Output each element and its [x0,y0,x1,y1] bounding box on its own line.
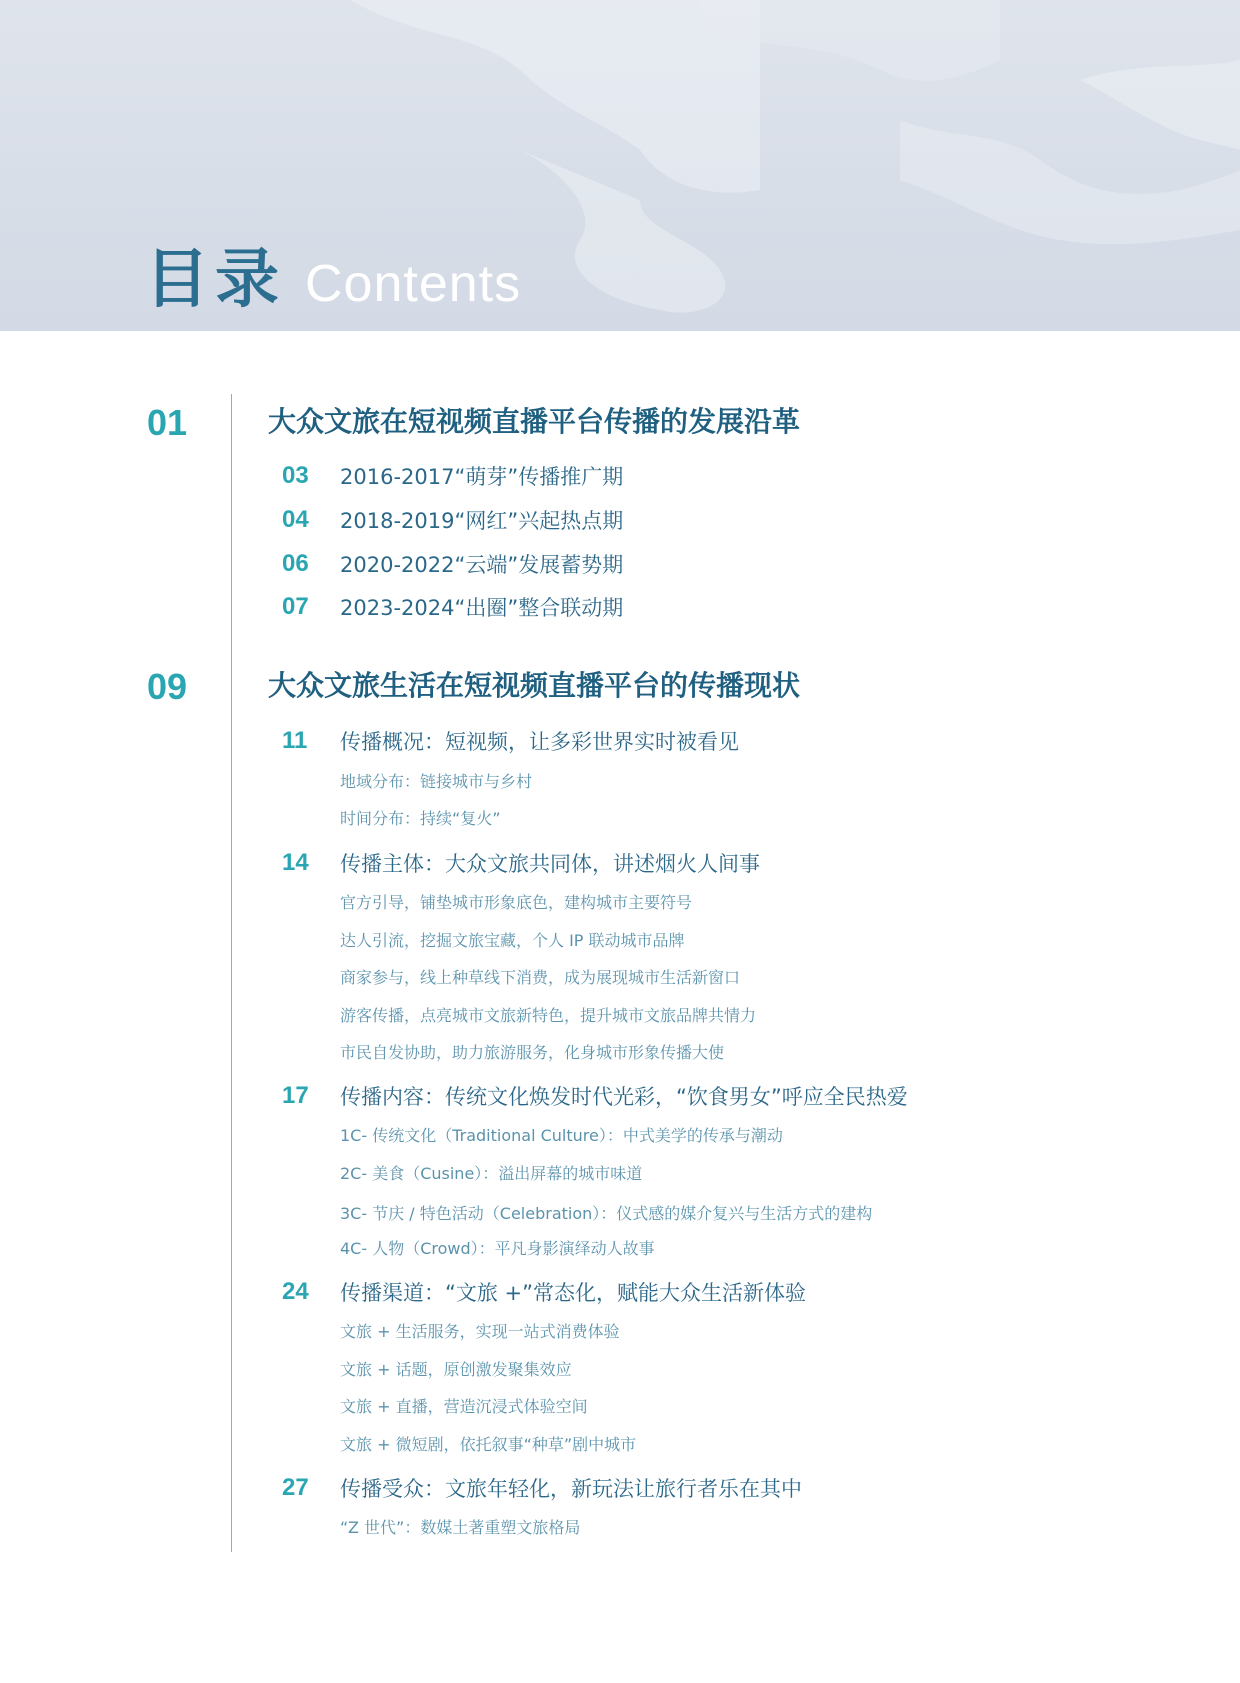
entry-page-number: 24 [282,1278,309,1305]
toc-entry[interactable]: 传播内容：传统文化焕发时代光彩，“饮食男女”呼应全民热爱 [340,1085,908,1109]
entry-page-number: 27 [282,1474,309,1501]
page-title [145,228,521,320]
toc-subentry[interactable]: 文旅 + 话题，原创激发聚集效应 [340,1360,572,1379]
toc-subentry[interactable]: 商家参与，线上种草线下消费，成为展现城市生活新窗口 [340,968,741,987]
vertical-divider [231,394,232,1552]
entry-page-number: 17 [282,1082,309,1109]
toc-subentry[interactable]: 时间分布：持续“复火” [340,809,501,828]
toc-subentry[interactable]: 市民自发协助，助力旅游服务，化身城市形象传播大使 [340,1043,725,1062]
toc-entry[interactable]: 2016-2017“萌芽”传播推广期 [340,465,624,489]
toc-entry[interactable]: 传播渠道：“文旅 +”常态化，赋能大众生活新体验 [340,1281,807,1305]
toc-subentry[interactable]: 游客传播，点亮城市文旅新特色，提升城市文旅品牌共情力 [340,1006,757,1025]
toc-subentry[interactable]: 1C- 传统文化（Traditional Culture）：中式美学的传承与潮动 [340,1126,783,1145]
toc-subentry[interactable]: “Z 世代”：数媒土著重塑文旅格局 [340,1518,581,1537]
toc-subentry[interactable]: 文旅 + 微短剧，依托叙事“种草”剧中城市 [340,1435,637,1454]
toc-subentry[interactable]: 地域分布：链接城市与乡村 [340,772,533,791]
section-title[interactable]: 大众文旅在短视频直播平台传播的发展沿革 [268,405,801,438]
toc-subentry[interactable]: 3C- 节庆 / 特色活动（Celebration）：仪式感的媒介复兴与生活方式的建构 [340,1204,873,1223]
section-number: 09 [147,666,188,707]
toc-subentry[interactable]: 官方引导，铺垫城市形象底色，建构城市主要符号 [340,893,693,912]
section-number: 01 [147,402,188,443]
entry-page-number: 03 [282,462,309,489]
toc-entry[interactable]: 2023-2024“出圈”整合联动期 [340,596,624,620]
toc-subentry[interactable]: 4C- 人物（Crowd）：平凡身影演绎动人故事 [340,1239,655,1258]
entry-page-number: 07 [282,593,309,620]
section-title[interactable]: 大众文旅生活在短视频直播平台的传播现状 [268,669,801,702]
toc-entry[interactable]: 传播主体：大众文旅共同体，讲述烟火人间事 [340,852,760,876]
toc-entry[interactable]: 2020-2022“云端”发展蓄势期 [340,553,624,577]
entry-page-number: 11 [282,727,308,754]
toc-entry[interactable]: 2018-2019“网红”兴起热点期 [340,509,624,533]
toc-subentry[interactable]: 达人引流，挖掘文旅宝藏，个人 IP 联动城市品牌 [340,931,685,950]
entry-page-number: 06 [282,550,309,577]
entry-page-number: 14 [282,849,309,876]
header-banner [0,0,1240,331]
toc-entry[interactable]: 传播概况：短视频，让多彩世界实时被看见 [340,730,739,754]
toc-subentry[interactable]: 文旅 + 生活服务，实现一站式消费体验 [340,1322,620,1341]
title-english: Contents [305,255,522,313]
toc-subentry[interactable]: 2C- 美食（Cusine）：溢出屏幕的城市味道 [340,1164,643,1183]
toc-subentry[interactable]: 文旅 + 直播，营造沉浸式体验空间 [340,1397,588,1416]
entry-page-number: 04 [282,506,309,533]
title-chinese: 目录 [145,243,285,317]
toc-entry[interactable]: 传播受众：文旅年轻化，新玩法让旅行者乐在其中 [340,1477,802,1501]
